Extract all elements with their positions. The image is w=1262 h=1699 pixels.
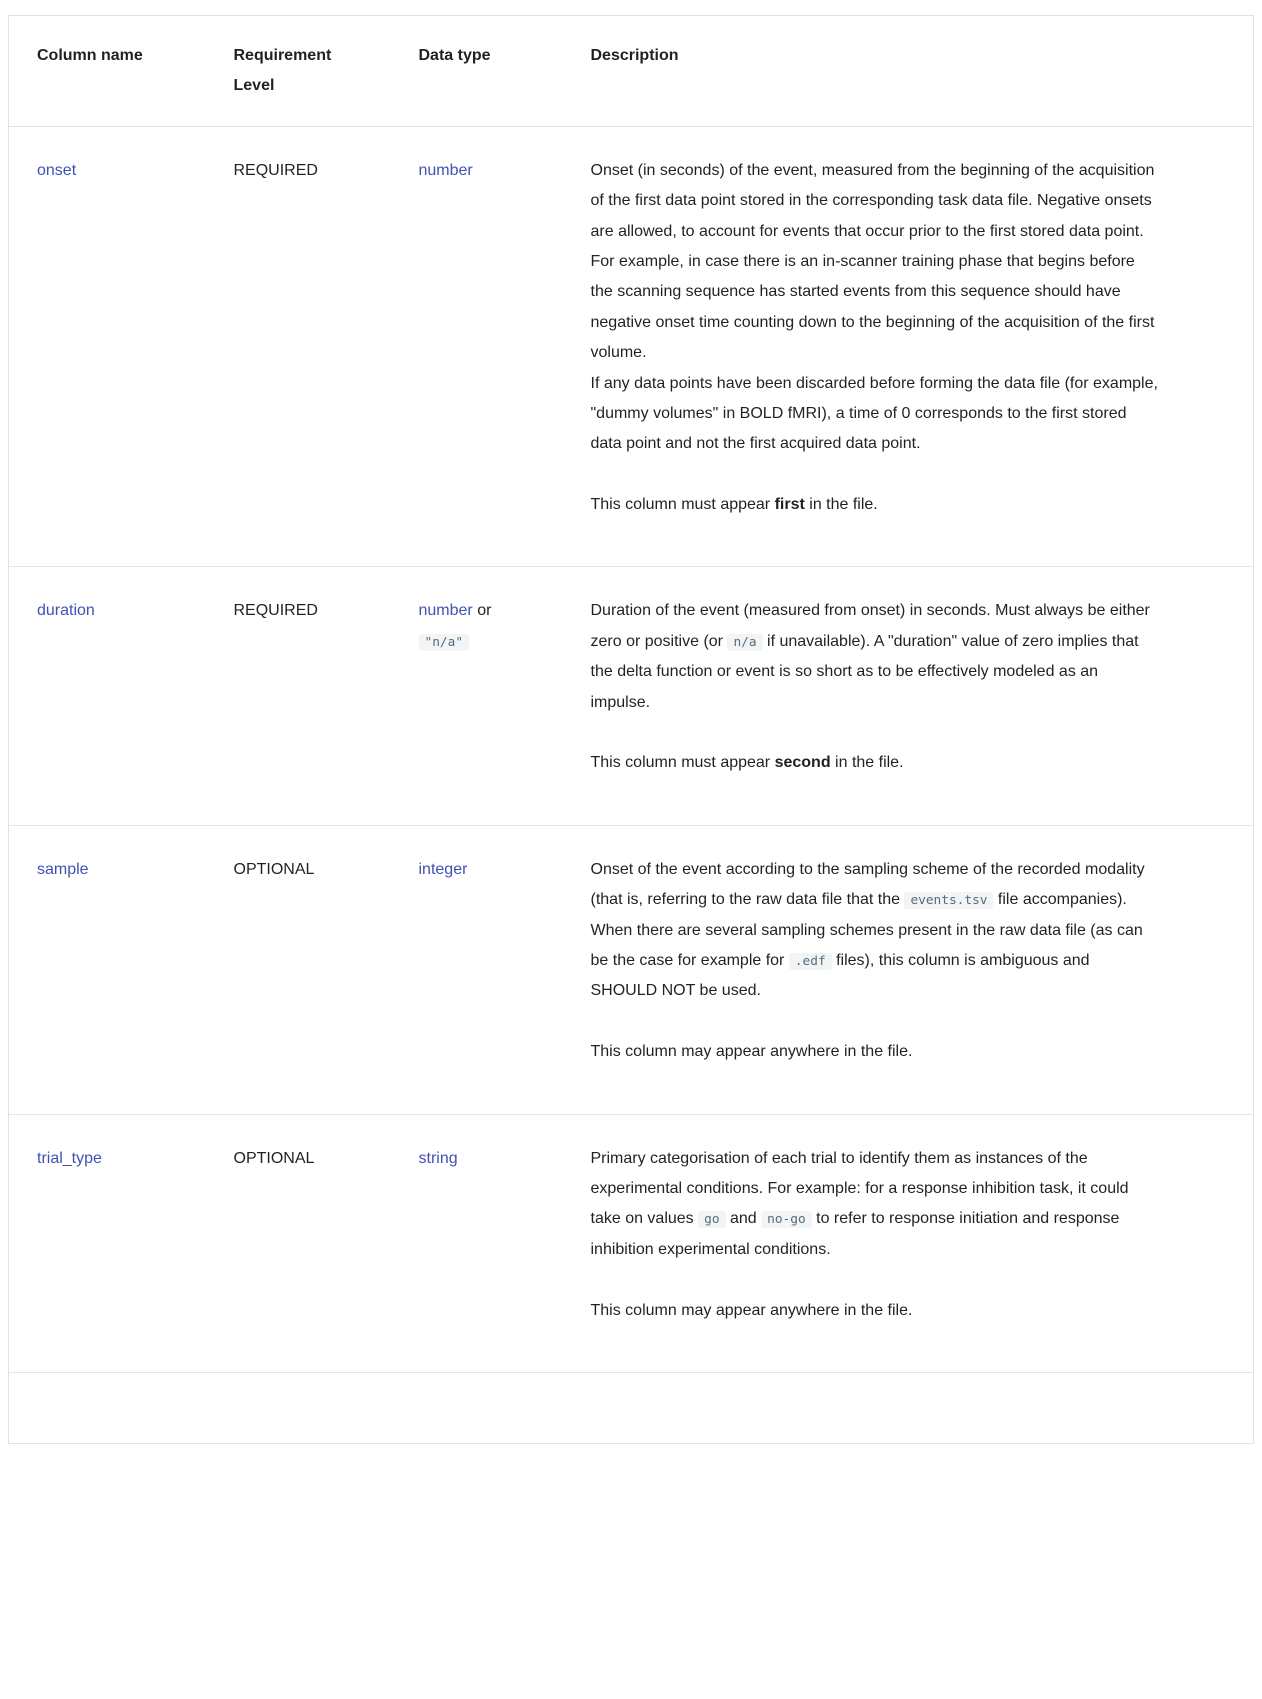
table-row [9, 825, 1254, 1114]
cell-description [563, 567, 1254, 825]
description-paragraph: Onset (in seconds) of the event, measured from the beginning of the acquisition of the first data point stored in the corresponding task data file. Negative onsets are allowed, to account for events that occur prior to the first stored data point. For example, in case there is an in-scanner training phase that begins before the scanning sequence has started events from this sequence should have negative onset time counting down to the beginning of the acquisition of the first volume. If any data points have been discarded before forming the data file (for example, "dummy volumes" in BOLD fMRI), a time of 0 corresponds to the first stored data point and not the first acquired data point. [590, 161, 1158, 453]
table-row [9, 567, 1254, 825]
description-paragraph: Primary categorisation of each trial to identify them as instances of the experimental conditions. For example: for a response inhibition task, it could take on values go and no-go to refer to response initiation and response inhibition experimental conditions. [590, 1149, 1129, 1258]
description-paragraph: This column may appear anywhere in the file. [590, 1043, 913, 1061]
description-paragraph: This column may appear anywhere in the file. [590, 1301, 913, 1319]
datatype-link[interactable]: string [418, 1149, 458, 1167]
description-paragraph: Onset of the event according to the sampling scheme of the recorded modality (that is, referring to the raw data file that the events.tsv file accompanies). When there are several sampling schemes present in the raw data file (as can be the case for example for .edf files), this column is ambiguous and SHOULD NOT be used. [590, 860, 1145, 1000]
table-header [9, 16, 1254, 127]
cell-requirement-level: OPTIONAL [206, 1114, 391, 1372]
description-paragraph: Duration of the event (measured from onset) in seconds. Must always be either zero or positive (or n/a if unavailable). A "duration" value of zero implies that the delta function or event is so short as to be effectively modeled as an impulse. [590, 602, 1150, 711]
cell-column-name [9, 1114, 206, 1372]
description-paragraph: This column must appear second in the file. [590, 754, 904, 772]
datatype-link[interactable]: integer [418, 860, 468, 878]
column-name-link[interactable]: trial_type [37, 1149, 102, 1167]
column-name-link[interactable]: duration [37, 602, 95, 620]
cell-description [563, 126, 1254, 567]
table-row [9, 126, 1254, 567]
inline-code: n/a [727, 634, 762, 651]
cell-data-type [391, 126, 563, 567]
datatype-link[interactable]: number [418, 602, 473, 620]
inline-code: no-go [761, 1211, 812, 1228]
columns-spec-table [8, 15, 1254, 1444]
cell-data-type [391, 825, 563, 1114]
cell-data-type: number or "n/a" [391, 567, 563, 825]
cell-column-name [9, 825, 206, 1114]
cell-partial [9, 1372, 1254, 1443]
header-requirement-level: Requirement Level [206, 16, 391, 127]
header-column-name: Column name [9, 16, 206, 127]
table-row-partial [9, 1372, 1254, 1443]
header-row [9, 16, 1254, 127]
header-data-type: Data type [391, 16, 563, 127]
cell-requirement-level: REQUIRED [206, 126, 391, 567]
column-name-link[interactable]: sample [37, 860, 89, 878]
table-row [9, 1114, 1254, 1372]
cell-description [563, 1114, 1254, 1372]
cell-description [563, 825, 1254, 1114]
inline-code: events.tsv [904, 892, 993, 909]
header-description: Description [563, 16, 1254, 127]
emphasis-text: second [774, 754, 831, 772]
cell-column-name [9, 567, 206, 825]
cell-requirement-level: REQUIRED [206, 567, 391, 825]
cell-column-name [9, 126, 206, 567]
description-paragraph: This column must appear first in the file. [590, 496, 878, 514]
emphasis-text: first [774, 496, 805, 514]
cell-requirement-level: OPTIONAL [206, 825, 391, 1114]
cell-data-type [391, 1114, 563, 1372]
table-body [9, 126, 1254, 1443]
inline-code: "n/a" [419, 634, 470, 651]
inline-code: .edf [789, 953, 832, 970]
datatype-link[interactable]: number [418, 161, 473, 179]
inline-code: go [698, 1211, 725, 1228]
column-name-link[interactable]: onset [37, 161, 77, 179]
